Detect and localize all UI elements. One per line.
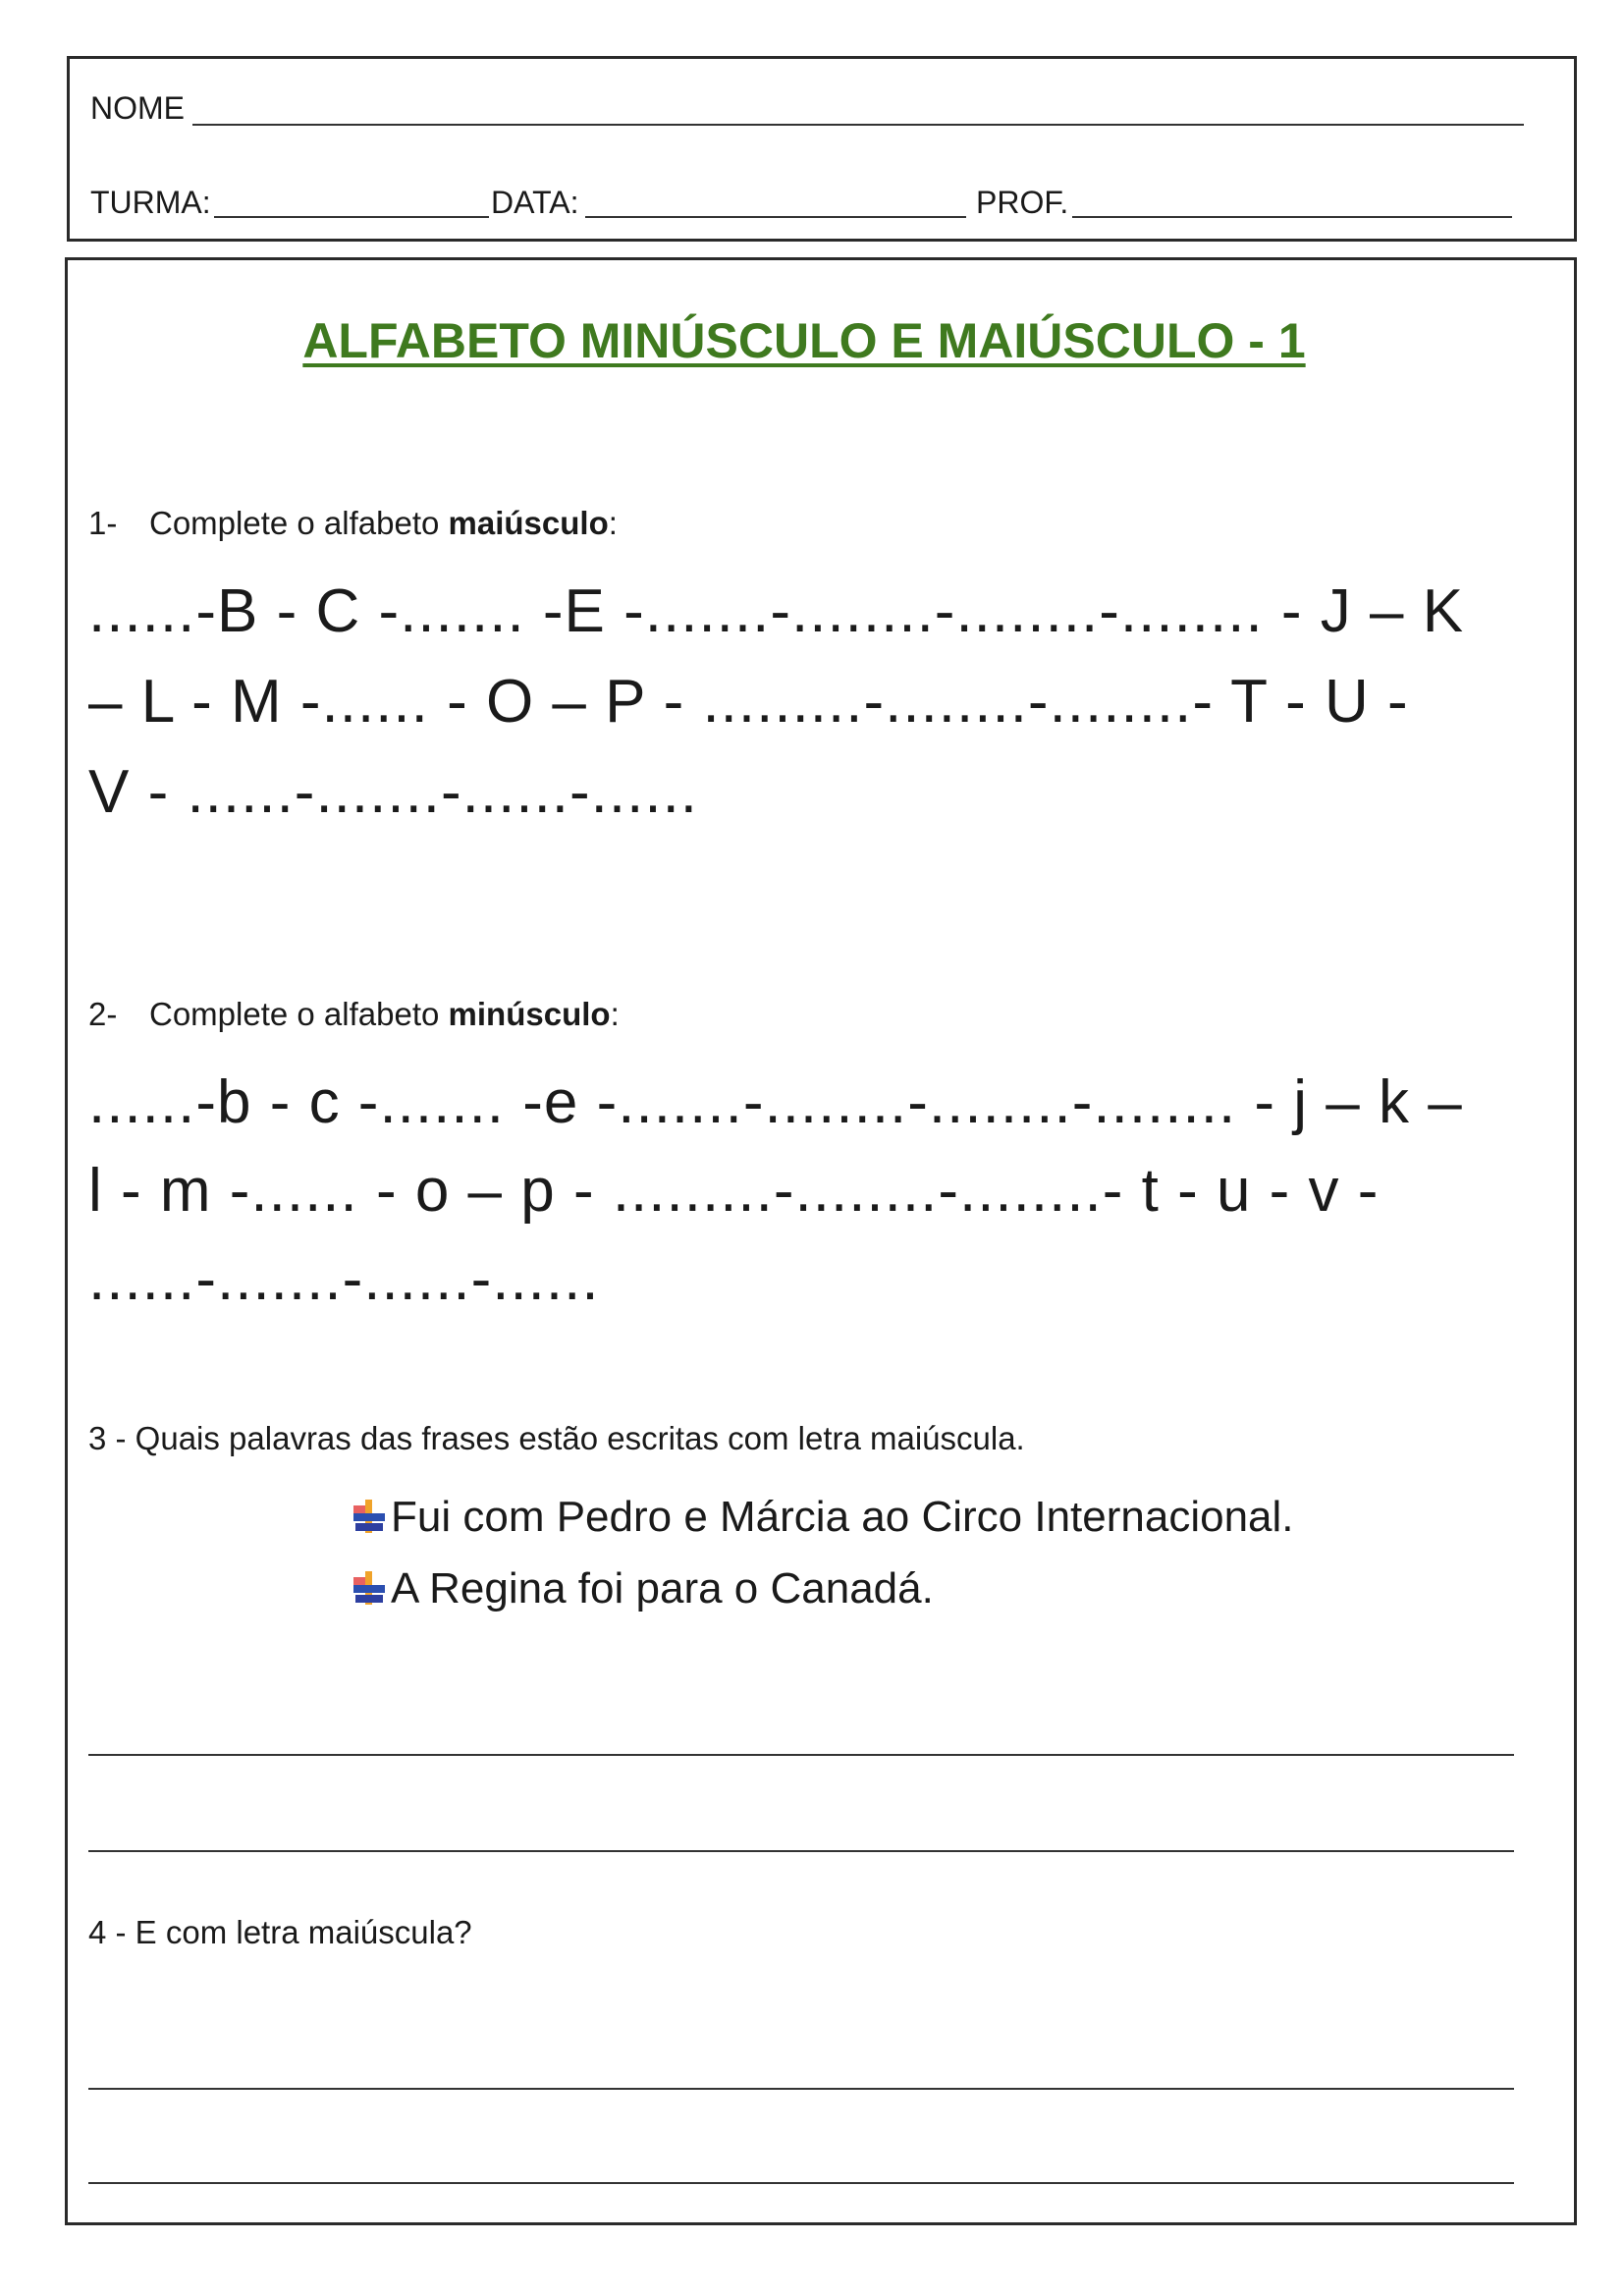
question-1: [88, 504, 618, 543]
sentence-2: [352, 1564, 934, 1613]
question-4: 4 - E com letra maiúscula?: [88, 1914, 472, 1950]
answer-line-4[interactable]: [88, 2182, 1514, 2184]
class-field[interactable]: [214, 216, 489, 218]
uppercase-line-2: – L - M -...... - O – P - .........-........-........- T - U -: [88, 668, 1409, 736]
question-2: [88, 995, 620, 1034]
answer-line-3[interactable]: [88, 2088, 1514, 2090]
question-1-number: 1-: [88, 505, 118, 541]
date-label: DATA:: [491, 185, 579, 220]
bullet-icon: [352, 1500, 387, 1535]
answer-line-2[interactable]: [88, 1850, 1514, 1852]
question-2-bold: minúsculo: [448, 996, 611, 1032]
date-field[interactable]: [585, 216, 966, 218]
question-2-colon: :: [610, 996, 620, 1032]
uppercase-line-3: V - ......-.......-......-......: [88, 758, 699, 826]
lowercase-line-3: ......-.......-......-......: [88, 1245, 600, 1313]
teacher-field[interactable]: [1072, 216, 1512, 218]
question-1-colon: :: [608, 505, 618, 541]
header-box: [67, 56, 1577, 242]
question-1-text: Complete o alfabeto: [149, 505, 449, 541]
worksheet-title: ALFABETO MINÚSCULO E MAIÚSCULO - 1: [302, 313, 1306, 368]
question-1-bold: maiúsculo: [448, 505, 609, 541]
lowercase-line-2: l - m -...... - o – p - .........-........-........- t - u - v -: [88, 1157, 1380, 1225]
class-label: TURMA:: [90, 185, 211, 220]
uppercase-line-1: ......-B - C -....... -E -.......-........-........-........ - J – K: [88, 577, 1465, 645]
answer-line-1[interactable]: [88, 1754, 1514, 1756]
name-field[interactable]: [192, 124, 1524, 126]
bullet-icon: [352, 1571, 387, 1607]
teacher-label: PROF.: [976, 185, 1069, 220]
question-2-number: 2-: [88, 996, 118, 1032]
lowercase-line-1: ......-b - c -....... -e -.......-........-........-........ - j – k –: [88, 1068, 1463, 1136]
sentence-1-text: Fui com Pedro e Márcia ao Circo Internacional.: [391, 1493, 1294, 1541]
sentence-2-text: A Regina foi para o Canadá.: [391, 1564, 934, 1613]
question-3: 3 - Quais palavras das frases estão escritas com letra maiúscula.: [88, 1420, 1025, 1456]
sentence-1: [352, 1493, 1294, 1542]
question-2-text: Complete o alfabeto: [149, 996, 449, 1032]
name-label: NOME: [90, 90, 185, 126]
